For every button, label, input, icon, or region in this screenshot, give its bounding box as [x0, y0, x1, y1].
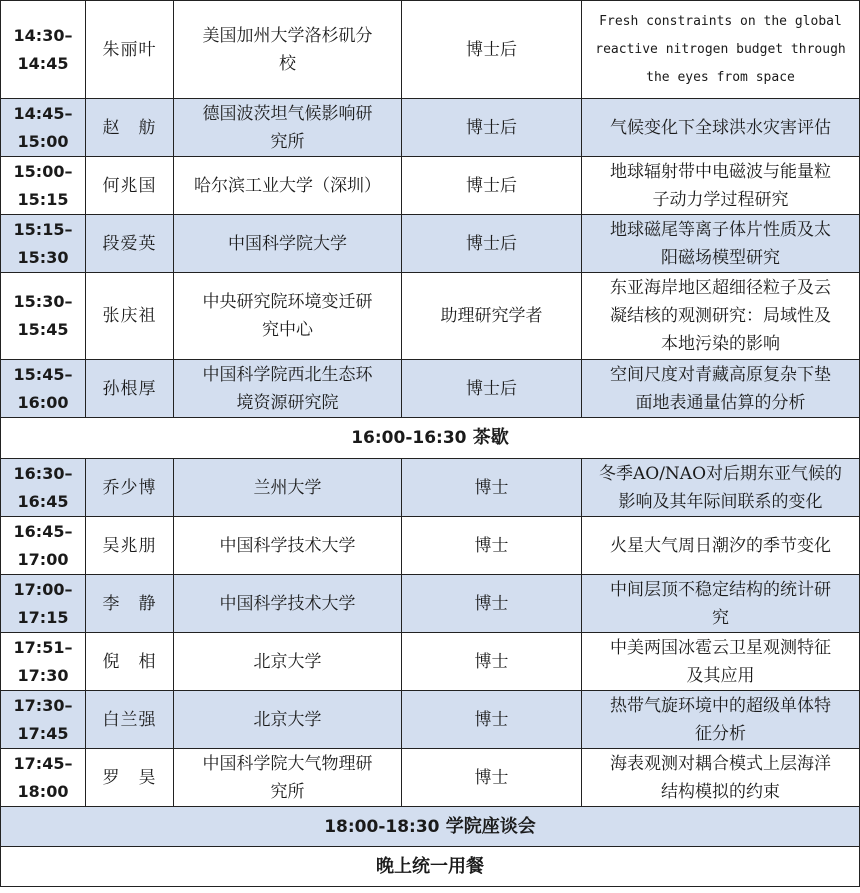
- tea-break-row: [1, 418, 860, 459]
- time-cell: 17:00– 17:15: [1, 575, 86, 633]
- name-cell: 赵 舫: [86, 99, 174, 157]
- institution-cell: 德国波茨坦气候影响研 究所: [174, 99, 402, 157]
- name-cell: 张庆祖: [86, 273, 174, 360]
- table-row: [1, 1, 860, 99]
- table-row: [1, 691, 860, 749]
- table-row: [1, 99, 860, 157]
- table-row: [1, 575, 860, 633]
- table-row: [1, 215, 860, 273]
- table-row: [1, 517, 860, 575]
- name-cell: 白兰强: [86, 691, 174, 749]
- name-cell: 罗 昊: [86, 749, 174, 807]
- time-cell: 15:15– 15:30: [1, 215, 86, 273]
- institution-cell: 中国科学院大气物理研 究所: [174, 749, 402, 807]
- topic-cell: 冬季AO/NAO对后期东亚气候的 影响及其年际间联系的变化: [582, 459, 860, 517]
- time-cell: 17:51– 17:30: [1, 633, 86, 691]
- table-row: [1, 157, 860, 215]
- table-row: [1, 360, 860, 418]
- title-cell: 博士: [402, 459, 582, 517]
- institution-cell: 兰州大学: [174, 459, 402, 517]
- title-cell: 博士: [402, 749, 582, 807]
- title-cell: 博士: [402, 691, 582, 749]
- title-cell: 助理研究学者: [402, 273, 582, 360]
- topic-cell: 东亚海岸地区超细径粒子及云 凝结核的观测研究：局域性及 本地污染的影响: [582, 273, 860, 360]
- topic-cell: 气候变化下全球洪水灾害评估: [582, 99, 860, 157]
- institution-cell: 中央研究院环境变迁研 究中心: [174, 273, 402, 360]
- topic-cell: 火星大气周日潮汐的季节变化: [582, 517, 860, 575]
- time-cell: 17:45– 18:00: [1, 749, 86, 807]
- time-cell: 16:30– 16:45: [1, 459, 86, 517]
- topic-cell: 海表观测对耦合模式上层海洋 结构模拟的约束: [582, 749, 860, 807]
- topic-cell: 热带气旋环境中的超级单体特 征分析: [582, 691, 860, 749]
- name-cell: 乔少博: [86, 459, 174, 517]
- title-cell: 博士: [402, 517, 582, 575]
- title-cell: 博士: [402, 575, 582, 633]
- title-cell: 博士后: [402, 360, 582, 418]
- title-cell: 博士后: [402, 1, 582, 99]
- institution-cell: 北京大学: [174, 633, 402, 691]
- time-cell: 15:00– 15:15: [1, 157, 86, 215]
- dinner-row: [1, 847, 860, 887]
- table-row: [1, 459, 860, 517]
- time-cell: 15:45– 16:00: [1, 360, 86, 418]
- time-cell: 16:45– 17:00: [1, 517, 86, 575]
- name-cell: 段爱英: [86, 215, 174, 273]
- time-cell: 17:30– 17:45: [1, 691, 86, 749]
- title-cell: 博士后: [402, 157, 582, 215]
- table-row: [1, 633, 860, 691]
- name-cell: 倪 相: [86, 633, 174, 691]
- topic-cell: 地球磁尾等离子体片性质及太 阳磁场模型研究: [582, 215, 860, 273]
- name-cell: 李 静: [86, 575, 174, 633]
- table-row: [1, 749, 860, 807]
- name-cell: 吴兆朋: [86, 517, 174, 575]
- table-row: [1, 273, 860, 360]
- institution-cell: 美国加州大学洛杉矶分 校: [174, 1, 402, 99]
- seminar-row: [1, 807, 860, 847]
- topic-cell: 中美两国冰雹云卫星观测特征 及其应用: [582, 633, 860, 691]
- time-cell: 14:45– 15:00: [1, 99, 86, 157]
- dinner-cell: 晚上统一用餐: [1, 847, 860, 887]
- institution-cell: 北京大学: [174, 691, 402, 749]
- institution-cell: 中国科学院大学: [174, 215, 402, 273]
- topic-cell: 地球辐射带中电磁波与能量粒 子动力学过程研究: [582, 157, 860, 215]
- topic-cell: 空间尺度对青藏高原复杂下垫 面地表通量估算的分析: [582, 360, 860, 418]
- institution-cell: 中国科学院西北生态环 境资源研究院: [174, 360, 402, 418]
- title-cell: 博士后: [402, 99, 582, 157]
- time-cell: 15:30– 15:45: [1, 273, 86, 360]
- topic-cell: Fresh constraints on the global reactive nitrogen budget through the eyes from space: [582, 1, 860, 99]
- name-cell: 何兆国: [86, 157, 174, 215]
- time-cell: 14:30– 14:45: [1, 1, 86, 99]
- title-cell: 博士后: [402, 215, 582, 273]
- seminar-cell: 18:00-18:30 学院座谈会: [1, 807, 860, 847]
- topic-cell: 中间层顶不稳定结构的统计研 究: [582, 575, 860, 633]
- institution-cell: 中国科学技术大学: [174, 517, 402, 575]
- tea-break-cell: 16:00-16:30 茶歇: [1, 418, 860, 459]
- name-cell: 孙根厚: [86, 360, 174, 418]
- title-cell: 博士: [402, 633, 582, 691]
- institution-cell: 哈尔滨工业大学（深圳）: [174, 157, 402, 215]
- name-cell: 朱丽叶: [86, 1, 174, 99]
- institution-cell: 中国科学技术大学: [174, 575, 402, 633]
